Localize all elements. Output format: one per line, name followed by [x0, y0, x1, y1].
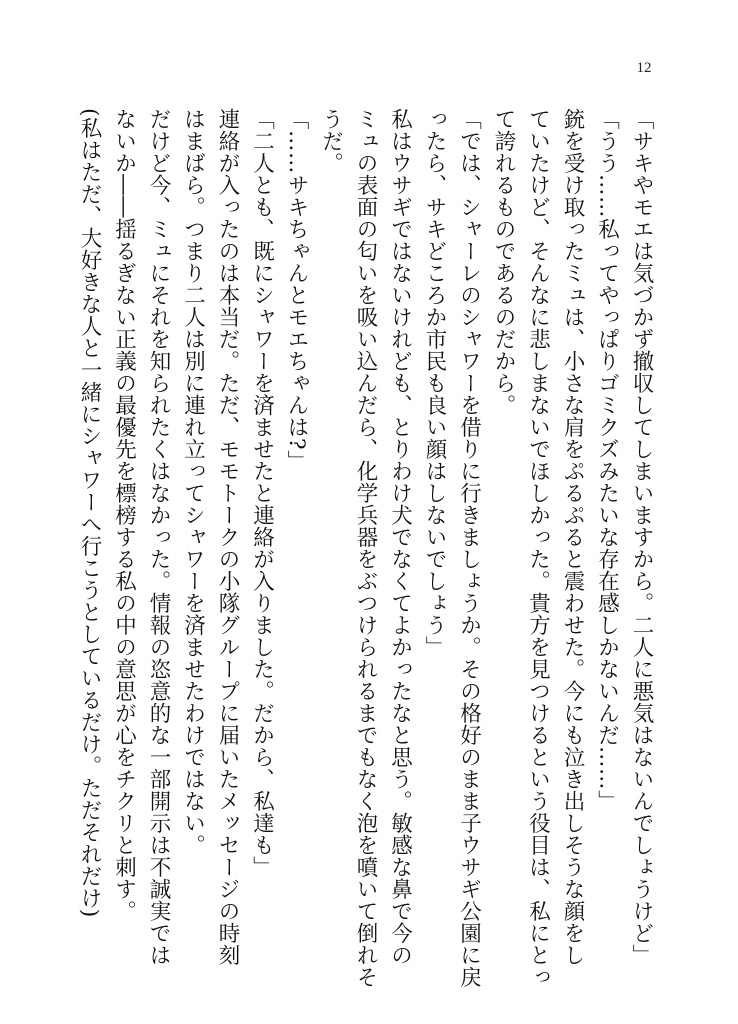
text-line: 「うう……私ってやっぱりゴミクズみたいな存在感しかないんだ……」 [594, 108, 620, 812]
vertical-text-body [77, 108, 658, 988]
text-line: 私はウサギではないけれども、とりわけ犬でなくてよかったなと思う。敏感な鼻で今の [387, 108, 413, 966]
text-line: はまばら。つまり二人は別に連れ立ってシャワーを済ませたわけではない。 [180, 108, 206, 856]
text-line: て誇れるものであるのだから。 [491, 108, 516, 416]
text-line: ていたけど、そんなに悲しまないでほしかった。貴方を見つけるという役目は、私にとっ [525, 108, 551, 988]
page-number: 12 [636, 60, 652, 76]
text-line: ないか――揺るぎない正義の最優先を標榜する私の中の意思が心をチクリと刺す。 [111, 108, 137, 922]
text-line: (私はただ、大好きな人と一緒にシャワーへ行こうとしているだけ。ただそれだけ) [77, 108, 102, 918]
text-line: うだ。 [318, 108, 344, 174]
text-line: 「では、シャーレのシャワーを借りに行きましょうか。その格好のまま子ウサギ公園に戻 [456, 108, 482, 988]
text-line: だけど今、ミュにそれを知られたくはなかった。情報の恣意的な一部開示は不誠実では [146, 108, 171, 966]
text-line: 「サキやモエは気づかず撤収してしまいますから。二人に悪気はないんでしょうけど」 [629, 108, 654, 966]
text-line: 「……サキちゃんとモエちゃんは?」 [284, 108, 309, 473]
text-line: 連絡が入ったのは本当だ。ただ、モモトークの小隊グループに届いたメッセージの時刻 [215, 108, 240, 966]
text-line: ったら、サキどころか市民も良い顔はしないでしょう」 [422, 108, 447, 658]
text-line: 「二人とも、既にシャワーを済ませたと連絡が入りました。だから、私達も」 [249, 108, 275, 878]
text-line: 銃を受け取ったミュは、小さな肩をぷるぷると震わせた。今にも泣き出しそうな顔をし [560, 108, 585, 966]
text-line: ミュの表面の匂いを吸い込んだら、化学兵器をぶつけられるまでもなく泡を噴いて倒れそ [353, 108, 378, 988]
